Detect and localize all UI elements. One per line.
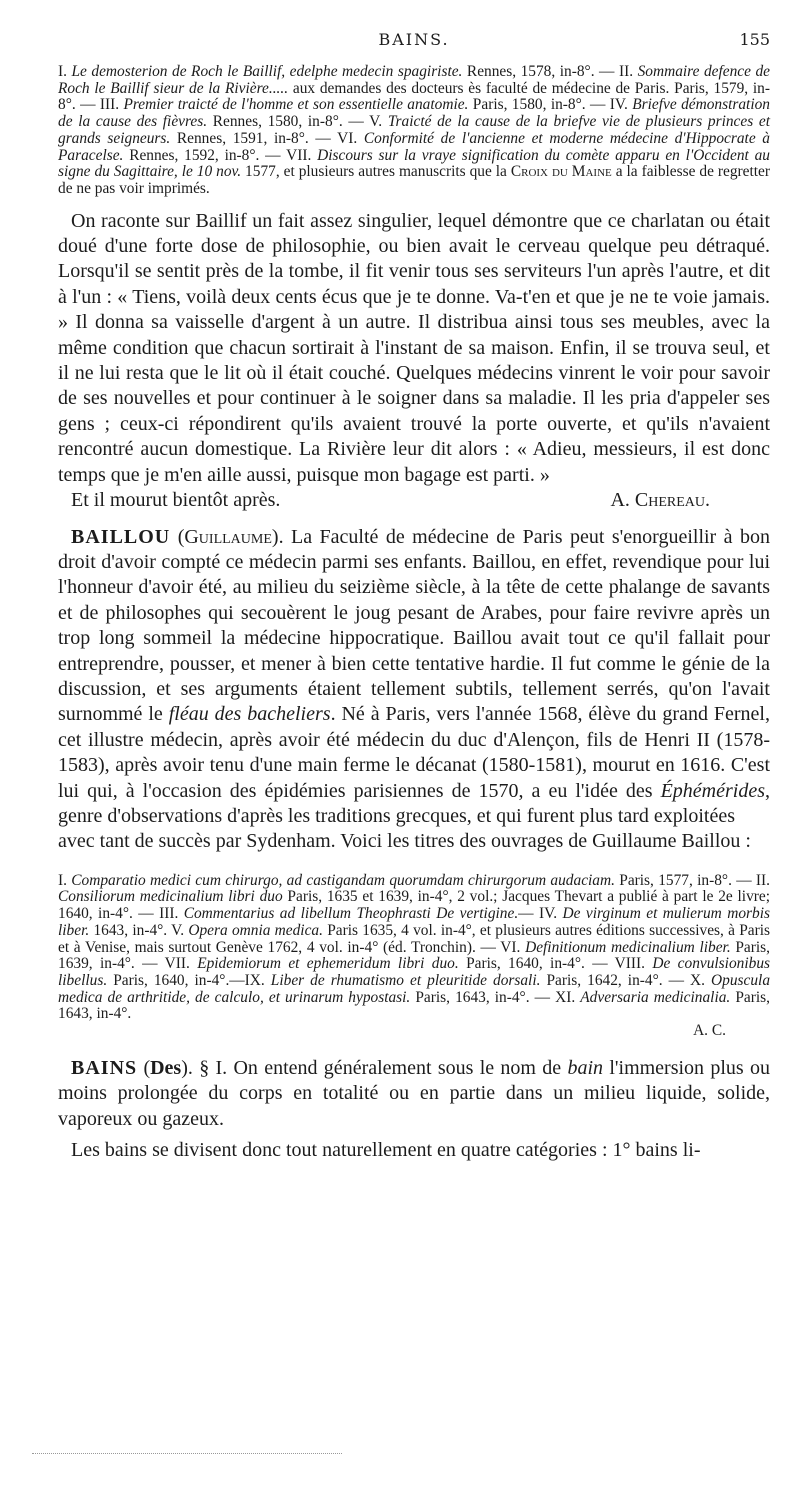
bib-text: 1577, et plusieurs autres manuscrits que la <box>241 163 511 181</box>
bib-title: Discours sur la vraye signification du comète apparu en l'Occident au signe du Sagittaire, le 10 nov. <box>58 146 770 181</box>
page <box>58 0 770 1163</box>
page-number: 155 <box>739 30 770 49</box>
bib-text: Paris, 1639, in-4°. — VII. <box>58 938 770 973</box>
bib-text: Rennes, 1592, in-8°. — VII. <box>123 146 318 164</box>
anecdote-closing <box>58 488 770 513</box>
bib-title: De convulsionibus libellus. <box>58 955 770 989</box>
entry-text: , genre d'observations d'après les traditions grecques, et qui furent plus tard exploitées <box>58 779 770 827</box>
bib-title: Sommaire defence de Roch le Baillif sieur de la Rivière..... <box>58 63 770 97</box>
entry-italic: Éphémérides <box>660 779 765 802</box>
entry-headword: BAINS <box>71 1056 138 1079</box>
entry-text: . Né à Paris, vers l'année 1568, élève du grand Fernel, cet illustre médecin, après avoir été médecin du duc d'Alençon, fils de Henri II (1578-1583), après avoir tenu d'une main ferme le décanat (1580-1581), mourut en 1616. C'est lui qui, à l'occasion des épidémies parisiennes de 1570, a eu l'idée des <box>58 703 770 802</box>
entry-headword: BAILLOU <box>71 525 171 548</box>
entry-qualifier: Des <box>150 1056 182 1079</box>
entry-text: ( <box>137 1056 151 1079</box>
entry-firstname: Guillaume <box>184 525 272 548</box>
author-initials: A. C. <box>693 1022 726 1040</box>
bib-text: Paris, 1643, in-4°. — XI. <box>410 988 581 1006</box>
bains-division-paragraph: Les bains se divisent donc tout naturellement en quatre catégories : 1° bains li- <box>71 1139 701 1162</box>
footnote-rule <box>32 1453 342 1454</box>
bib-text: a la faiblesse de regretter de ne pas voir imprimés. <box>58 163 770 197</box>
entry-text: ). La Faculté de médecine de Paris peut s'enorgueillir à bon droit d'avoir compté ce médecin parmi ses enfants. Baillou, en effet, revendique pour lui l'honneur d'avoir été, au milieu du seizième siècle, à la tête de cette phalange de savants et de philosophes qui secouèrent le joug pesant de Arabes, pour faire revivre après un trop long sommeil la médecine hippocratique. Baillou avait tout ce qu'il fallait pour entreprendre, pousser, et mener à bien cette tentative hardie. Il fut comme le génie de la discussion, et ses arguments étaient tellement subtils, tellement serrés, qu'on l'avait surnommé le <box>58 525 770 726</box>
author-reference: Croix du Maine <box>510 163 612 181</box>
bib-text: Rennes, 1591, in-8°. — VI. <box>170 129 364 147</box>
bib-text: Rennes, 1578, in-8°. — II. <box>462 63 638 80</box>
running-head: BAINS. <box>378 30 450 49</box>
bib-text: Paris 1635, 4 vol. in-4°, et plusieurs autres éditions successives, à Paris et à Venise, mais surtout Genève 1762, 4 vol. in-4° (éd. Tronchin). — VI. <box>58 921 770 956</box>
bib-text: Paris, 1640, in-4°.—IX. <box>107 972 271 989</box>
bib-text: Rennes, 1580, in-8°. — V. <box>207 113 388 131</box>
bib-title: Le demosterion de Roch le Baillif, edelphe medecin spagiriste. <box>71 63 463 80</box>
anecdote-paragraph: On raconte sur Baillif un fait assez singulier, lequel démontre que ce charlatan ou était doué d'une forte dose de philosophie, ou bien avait le cerveau quelque peu détraqué. Lorsqu'il se sentit près de la tombe, il fit venir tous ses serviteurs l'un après l'autre, et dit à l'un : « Tiens, voilà deux cents écus que je te donne. Va-t'en et que je ne te voie jamais. » Il donna sa vaisselle d'argent à un autre. Il distribua ainsi tous ses meubles, avec la même condition que chacun sortirait à l'instant de sa maison. Enfin, il se trouva seul, et il ne lui resta que le lit où il était couché. Quelques médecins vinrent le voir pour savoir de ses nouvelles et pour continuer à le soigner dans sa maladie. Il les pria d'appeler ses gens ; ceux-ci répondirent qu'ils avaient trouvé la porte ouverte, et qu'ils n'avaient rencontré aucun domestique. La Rivière leur dit alors : « Adieu, messieurs, il est donc temps que je m'en aille aussi, puisque mon bagage est parti. » <box>58 209 770 486</box>
anecdote-last-line: Et il mourut bientôt après. <box>71 489 281 512</box>
entry-text: l'immersion plus ou moins prolongée du corps en totalité ou en partie dans un milieu liquide, solide, vaporeux ou gazeux. <box>58 1056 771 1130</box>
entry-text: ). <box>181 1056 200 1079</box>
bib-text: Paris, 1635 et 1639, in-4°, 2 vol.; Jacques Thevart a publié à part le 2e livre; 1640, in-4°. — III. <box>58 888 770 923</box>
bib-text: I. <box>58 63 72 80</box>
bib-title: Opera omnia medica. <box>188 921 323 939</box>
bains-entry <box>58 1056 770 1132</box>
bib-title: Conformité de l'ancienne et moderne médecine d'Hippocrate à Paracelse. <box>58 129 770 164</box>
bib-title: Opuscula medica de arthritide, de calculo, et urinarum hypostasi. <box>58 972 771 1006</box>
bib-title: Comparatio medici cum chirurgo, ad castigandam quorumdam chirurgorum audaciam. <box>71 871 615 889</box>
bib-title: Premier traicté de l'homme et son essentielle anatomie. <box>123 96 469 114</box>
bib-text: Paris, 1640, in-4°. — VIII. <box>458 955 653 973</box>
baillif-bibliography <box>58 64 770 198</box>
bib-text: Paris, 1580, in-8°. — IV. <box>468 96 633 114</box>
entry-italic: fléau des bacheliers <box>168 703 331 726</box>
bib-text: — IV. <box>518 905 563 923</box>
baillou-entry <box>58 525 770 830</box>
bib-text: Paris, 1577, in-8°. — II. <box>614 871 771 889</box>
bib-text: Paris, 1642, in-4°. — X. <box>540 972 712 989</box>
bib-title: Liber de rhumatismo et pleuritide dorsali. <box>270 972 541 989</box>
bib-title: Epidemiorum et ephemeridum libri duo. <box>197 955 459 973</box>
bib-title: De virginum et mulierum morbis liber. <box>58 905 770 939</box>
section-text: § I. On entend généralement sous le nom de <box>199 1056 568 1079</box>
author-signature: A. Chereau. <box>610 489 710 512</box>
page-header <box>58 0 770 50</box>
bib-title: Traicté de la cause de la briefve vie de plusieurs princes et grands seigneurs. <box>58 113 770 147</box>
baillou-entry-last-line: avec tant de succès par Sydenham. Voici les titres des ouvrages de Guillaume Baillou : <box>58 830 751 853</box>
bib-text: I. <box>58 871 72 889</box>
bib-title: Consiliorum medicinalium libri duo <box>58 888 283 906</box>
entry-italic: bain <box>567 1056 604 1079</box>
bib-title: Commentarius ad libellum Theophrasti De vertigine. <box>183 905 519 923</box>
entry-text: ( <box>170 525 185 548</box>
bib-title: Briefve démonstration de la cause des fièvres. <box>58 96 770 131</box>
bib-text: 1643, in-4°. V. <box>89 921 189 939</box>
baillou-bibliography <box>58 873 770 1023</box>
bib-title: Adversaria medicinalia. <box>580 988 731 1006</box>
bib-title: Definitionum medicinalium liber. <box>525 938 731 956</box>
bib-text: aux demandes des docteurs ès faculté de médecine de Paris. Paris, 1579, in-8°. — III. <box>58 79 770 114</box>
bib-text: Paris, 1643, in-4°. <box>58 988 770 1023</box>
